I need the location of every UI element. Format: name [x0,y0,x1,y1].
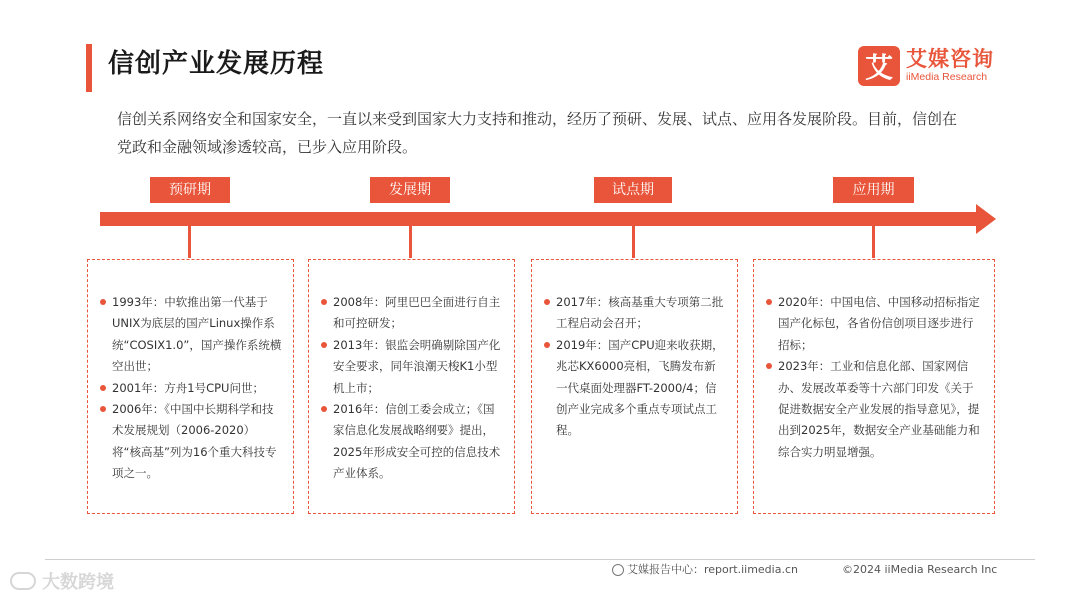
bullet-icon [100,406,106,412]
stage-box-development [308,259,515,514]
stage-event-list [100,292,283,485]
intro-paragraph: 信创关系网络安全和国家安全，一直以来受到国家大力支持和推动，经历了预研、发展、试点、应用各发展阶段。目前，信创在党政和金融领域渗透较高，已步入应用阶段。 [117,110,958,156]
globe-icon [612,564,624,576]
stage-event-list [321,292,504,485]
stage-event: 2020年：中国电信、中国移动招标指定国产化标包，各省份信创项目逐步进行招标； [766,292,984,356]
watermark-icon [10,572,36,590]
footer-divider [45,559,1035,560]
stage-event: 2023年：工业和信息化部、国家网信办、发展改革委等十六部门印发《关于促进数据安全产业发展的指导意见》，提出到2025年，数据安全产业基础能力和综合实力明显增强。 [766,356,984,463]
bullet-icon [544,342,550,348]
stage-event: 2019年：国产CPU迎来收获期，兆芯KX6000亮相，飞腾发布新一代桌面处理器FT-2000/4；信创产业完成多个重点专项试点工程。 [544,335,727,442]
footer-copyright: ©2024 iiMedia Research Inc [842,563,998,576]
stage-box-application [753,259,995,514]
stage-box-research [87,259,294,514]
bullet-icon [766,299,772,305]
title-accent-bar [86,44,92,92]
stage-stem [409,226,412,258]
footer-source [612,562,798,578]
bullet-icon [321,342,327,348]
logo-cn-name: 艾媒咨询 [906,47,994,71]
stage-event: 2001年：方舟1号CPU问世； [100,378,283,399]
bullet-icon [321,406,327,412]
stage-stem [188,226,191,258]
stage-event-list [766,292,984,463]
stage-box-pilot [531,259,738,514]
brand-logo [858,46,994,86]
stage-event: 2017年：核高基重大专项第二批工程启动会召开； [544,292,727,335]
stage-label-research: 预研期 [150,177,230,203]
timeline-arrow-head-icon [976,204,996,234]
stage-event: 2008年：阿里巴巴全面进行自主和可控研发； [321,292,504,335]
watermark [10,568,114,594]
bullet-icon [544,299,550,305]
logo-text [906,48,994,84]
bullet-icon [100,385,106,391]
stage-label-pilot: 试点期 [594,177,672,203]
logo-mark-icon: 艾 [858,46,900,86]
footer-source-text: 艾媒报告中心：report.iimedia.cn [627,563,798,576]
stage-stem [632,226,635,258]
logo-en-name: iiMedia Research [906,71,988,83]
stage-stem [872,226,875,258]
stage-event: 1993年：中软推出第一代基于UNIX为底层的国产Linux操作系统“COSIX1.0”，国产操作系统横空出世； [100,292,283,378]
stage-label-application: 应用期 [833,177,914,203]
page-title: 信创产业发展历程 [108,49,325,79]
bullet-icon [321,299,327,305]
bullet-icon [100,299,106,305]
bullet-icon [766,363,772,369]
timeline-arrow-line [100,212,980,226]
watermark-text: 大数跨境 [42,572,114,593]
stage-event: 2013年：银监会明确剔除国产化安全要求，同年浪潮天梭K1小型机上市； [321,335,504,399]
stage-event: 2016年：信创工委会成立；《国家信息化发展战略纲要》提出，2025年形成安全可控的信息技术产业体系。 [321,399,504,485]
stage-event: 2006年：《中国中长期科学和技术发展规划（2006-2020）将“核高基”列为16个重大科技专项之一。 [100,399,283,485]
stage-label-development: 发展期 [370,177,450,203]
stage-event-list [544,292,727,442]
